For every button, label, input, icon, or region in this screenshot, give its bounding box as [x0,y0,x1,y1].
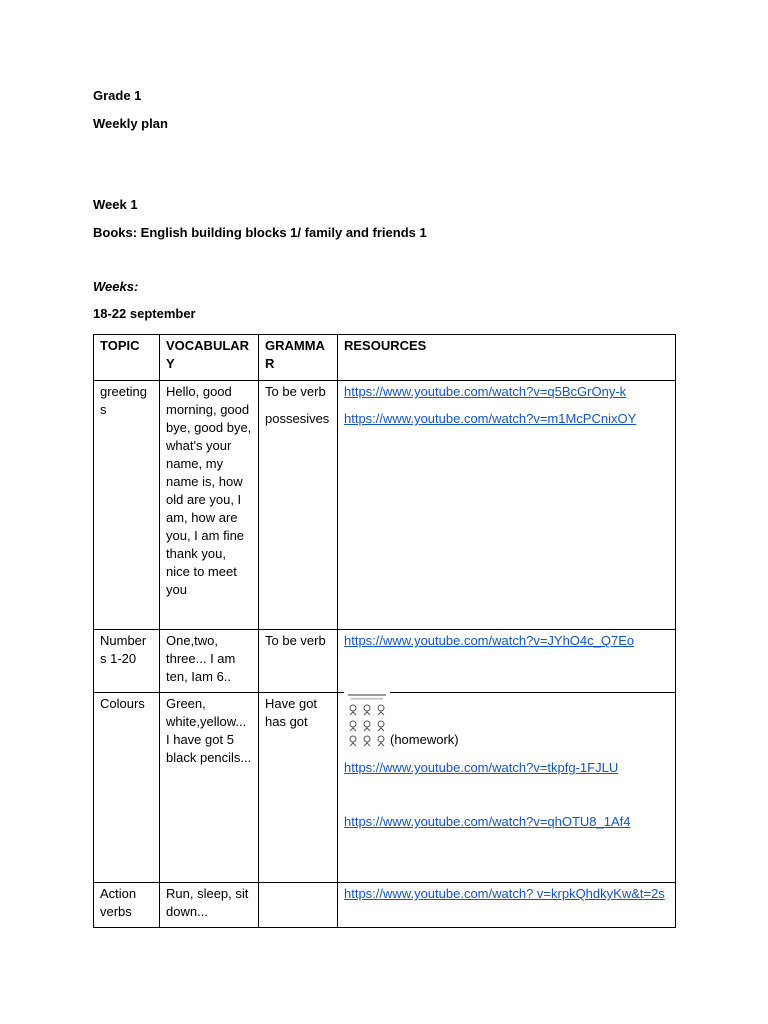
table-row [94,381,676,630]
youtube-link[interactable]: https://www.youtube.com/watch?v=tkpfg-1FJLU [344,760,619,775]
youtube-link[interactable]: https://www.youtube.com/watch?v=qhOTU8_1Af4 [344,814,631,829]
table-header-row [94,335,676,381]
youtube-link[interactable]: https://www.youtube.com/watch?v=JYhO4c_Q7Eo [344,633,635,648]
youtube-link[interactable]: https://www.youtube.com/watch?v=m1McPCnixOY [344,411,637,426]
vocabulary-cell: Run, sleep, sit down... [160,883,259,928]
dates-line: 18-22 september [93,306,196,321]
header-resources: RESOURCES [338,335,676,381]
grammar-item: To be verb [265,633,326,648]
vocabulary-cell: Green, white,yellow... I have got 5 black pencils... [160,693,259,883]
resources-cell [338,693,676,883]
vocabulary-cell: One,two, three... I am ten, Iam 6.. [160,630,259,693]
header-grammar: GRAMMA R [259,335,338,381]
grammar-cell [259,381,338,630]
grade-heading: Grade 1 [93,88,142,103]
resources-cell [338,883,676,928]
youtube-link[interactable]: https://www.youtube.com/watch?v=q5BcGrOny-k [344,384,627,399]
worksheet-thumbnail-icon[interactable] [344,691,390,749]
vocabulary-cell: Hello, good morning, good bye, good bye, what's your name, my name is, how old are you, I am, how are you, I am fine thank you, nice to meet you [160,381,259,630]
topic-cell: Colours [94,693,160,883]
weekly-plan-table [93,334,676,928]
topic-cell: Number s 1-20 [94,630,160,693]
table-row [94,883,676,928]
header-vocabulary: VOCABULARY [160,335,259,381]
weeks-label: Weeks: [93,279,139,294]
resources-cell [338,630,676,693]
resources-cell [338,381,676,630]
week-heading: Week 1 [93,197,138,212]
grammar-cell [259,630,338,693]
books-line: Books: English building blocks 1/ family and friends 1 [93,225,427,240]
youtube-link[interactable]: https://www.youtube.com/watch? v=krpkQhdkyKw&t=2s [344,886,665,901]
topic-cell: greeting s [94,381,160,630]
table-row [94,693,676,883]
grammar-cell [259,883,338,928]
grammar-item: Have got has got [265,696,318,729]
grammar-cell [259,693,338,883]
plan-heading: Weekly plan [93,116,168,131]
homework-note: (homework) [390,732,459,747]
grammar-item: To be verb [265,384,326,399]
table-row [94,630,676,693]
topic-cell: Action verbs [94,883,160,928]
header-topic: TOPIC [94,335,160,381]
grammar-item: possesives [265,411,330,426]
